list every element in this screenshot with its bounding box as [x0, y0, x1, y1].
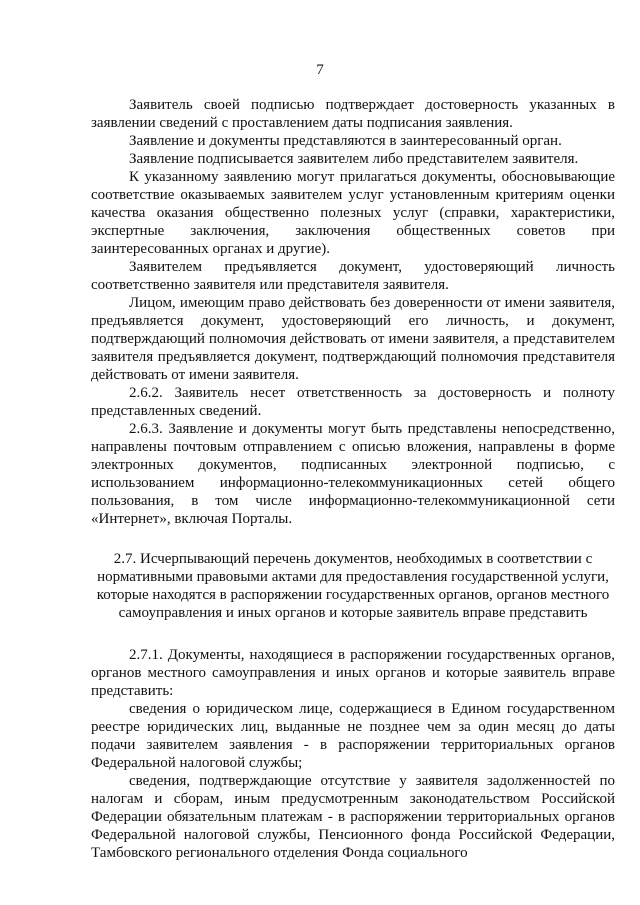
paragraph-tax-debt-info: сведения, подтверждающие отсутствие у заявителя задолженностей по налогам и сборам, иным предусмотренным законодательством Российской Федерации обязательным платежам - в распоряжении территориальных органов Федеральной налоговой службы, Пенсионного фонда Российской Федерации, Тамбовского регионального отделения Фонда социального: [91, 773, 615, 861]
paragraph-egrul-info: сведения о юридическом лице, содержащиеся в Едином государственном реестре юридических лиц, выданные не позднее чем за один месяц до даты подачи заявителем заявления - в распоряжении территориальных органов Федеральной налоговой службы;: [91, 701, 615, 771]
section-heading-2-7: 2.7. Исчерпывающий перечень документов, необходимых в соответствии с нормативными правовыми актами для предоставления государственной услуги, которые находятся в распоряжении государственных органов, органов местного самоуправления и иных органов и которые заявитель вправе представить: [96, 551, 610, 621]
paragraph-signature: Заявитель своей подписью подтверждает достоверность указанных в заявлении сведений с проставлением даты подписания заявления.: [91, 97, 615, 131]
paragraph-2-7-1: 2.7.1. Документы, находящиеся в распоряжении государственных органов, органов местного самоуправления и иных органов и которые заявитель вправе представить:: [91, 647, 615, 699]
paragraph-attachments: К указанному заявлению могут прилагаться документы, обосновывающие соответствие оказываемых заявителем услуг установленным критериям оценки качества оказания общественно полезных услуг (справки, характеристики, экспертные заключения, заключения общественных советов при заинтересованных органах и другие).: [91, 169, 615, 257]
document-body: [91, 96, 615, 862]
page-number: 7: [316, 62, 324, 78]
paragraph-2-6-3: 2.6.3. Заявление и документы могут быть представлены непосредственно, направлены почтовым отправлением с описью вложения, направлены в форме электронных документов, подписанных электронной подписью, с использованием информационно-телекоммуникационных сетей общего пользования, в том числе информационно-телекоммуникационной сети «Интернет», включая Порталы.: [91, 421, 615, 527]
paragraph-signing: Заявление подписывается заявителем либо представителем заявителя.: [129, 151, 579, 167]
paragraph-representative: Лицом, имеющим право действовать без доверенности от имени заявителя, предъявляется документ, удостоверяющий его личность, и документ, подтверждающий полномочия действовать от имени заявителя, а представителем заявителя предъявляется документ, подтверждающий полномочия представителя действовать от имени заявителя.: [91, 295, 615, 383]
paragraph-submission: Заявление и документы представляются в заинтересованный орган.: [129, 133, 562, 149]
paragraph-identity: Заявителем предъявляется документ, удостоверяющий личность соответственно заявителя или представителя заявителя.: [91, 259, 615, 293]
paragraph-2-6-2: 2.6.2. Заявитель несет ответственность за достоверность и полноту представленных сведений.: [91, 385, 615, 419]
